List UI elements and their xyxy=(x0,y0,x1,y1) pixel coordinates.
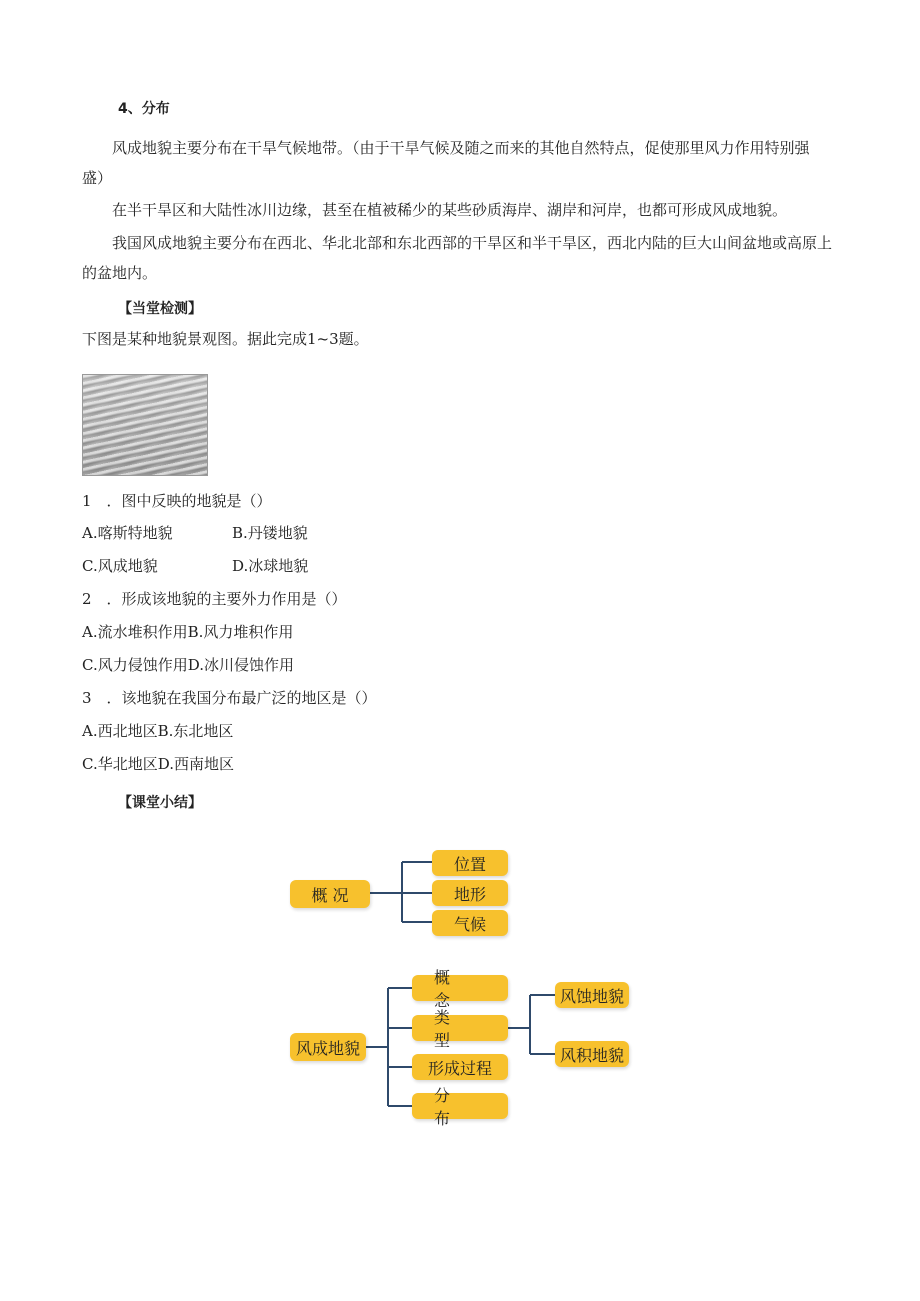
mindmap-node-label: 概念 xyxy=(434,968,473,1010)
mindmap-node-label: 地形 xyxy=(453,884,486,904)
question-3-stem: 3 ．该地貌在我国分布最广泛的地区是（） xyxy=(82,689,377,707)
question-1-option-a: A.喀斯特地貌 xyxy=(82,524,173,542)
mindmap-node-climate xyxy=(432,910,508,936)
mindmap-node-label: 气候 xyxy=(453,914,486,934)
mindmap-node-overview xyxy=(290,880,370,908)
mindmap-node-label: 分布 xyxy=(434,1086,473,1128)
question-2-stem: 2 ．形成该地貌的主要外力作用是（） xyxy=(82,590,347,608)
question-1-option-c: C.风成地貌 xyxy=(82,557,158,575)
mindmap-node-wind-erosion xyxy=(555,982,629,1008)
mindmap-node-types xyxy=(412,1008,508,1050)
paragraph-distribution-1: 风成地貌主要分布在干旱气候地带。（由于干旱气候及随之而来的其他自然特点，促使那里风力作用特别强盛） xyxy=(82,139,810,187)
mindmap-node-wind-deposition xyxy=(555,1041,629,1067)
section-heading-distribution: 4、分布 xyxy=(118,101,170,117)
section-heading-summary: 【课堂小结】 xyxy=(118,795,202,811)
mindmap-node-label: 风成地貌 xyxy=(295,1038,360,1058)
mindmap-node-label: 风蚀地貌 xyxy=(559,986,624,1006)
mindmap-node-distribution xyxy=(412,1086,508,1128)
mindmap-node-label: 形成过程 xyxy=(427,1058,492,1078)
question-intro: 下图是某种地貌景观图。据此完成1~3题。 xyxy=(82,330,369,348)
question-3-options-ab: A.西北地区B.东北地区 xyxy=(82,722,234,740)
question-1-option-b: B.丹镂地貌 xyxy=(232,524,308,542)
paragraph-distribution-2: 在半干旱区和大陆性冰川边缘，甚至在植被稀少的某些砂质海岸、湖岸和河岸，也都可形成风成地貌。 xyxy=(112,201,788,219)
mindmap-node-location xyxy=(432,850,508,876)
mindmap-node-aeolian-landform xyxy=(290,1033,366,1061)
question-2-options-cd: C.风力侵蚀作用D.冰川侵蚀作用 xyxy=(82,656,294,674)
mindmap-node-overview-label: 概 况 xyxy=(311,885,349,905)
mindmap-node-label: 位置 xyxy=(453,854,486,874)
question-1-stem: 1 ．图中反映的地貌是（） xyxy=(82,492,272,510)
mindmap-node-concept xyxy=(412,968,508,1010)
question-2-options-ab: A.流水堆积作用B.风力堆积作用 xyxy=(82,623,294,641)
question-1-option-d: D.冰球地貌 xyxy=(232,557,309,575)
mindmap-node-terrain xyxy=(432,880,508,906)
paragraph-distribution-3: 我国风成地貌主要分布在西北、华北北部和东北西部的干旱区和半干旱区，西北内陆的巨大山间盆地或高原上的盆地内。 xyxy=(82,234,833,282)
mindmap-node-formation xyxy=(412,1054,508,1080)
mindmap-node-label: 风积地貌 xyxy=(559,1045,624,1065)
mindmap-node-label: 类型 xyxy=(434,1008,473,1050)
question-3-options-cd: C.华北地区D.西南地区 xyxy=(82,755,234,773)
section-heading-check: 【当堂检测】 xyxy=(118,301,202,317)
